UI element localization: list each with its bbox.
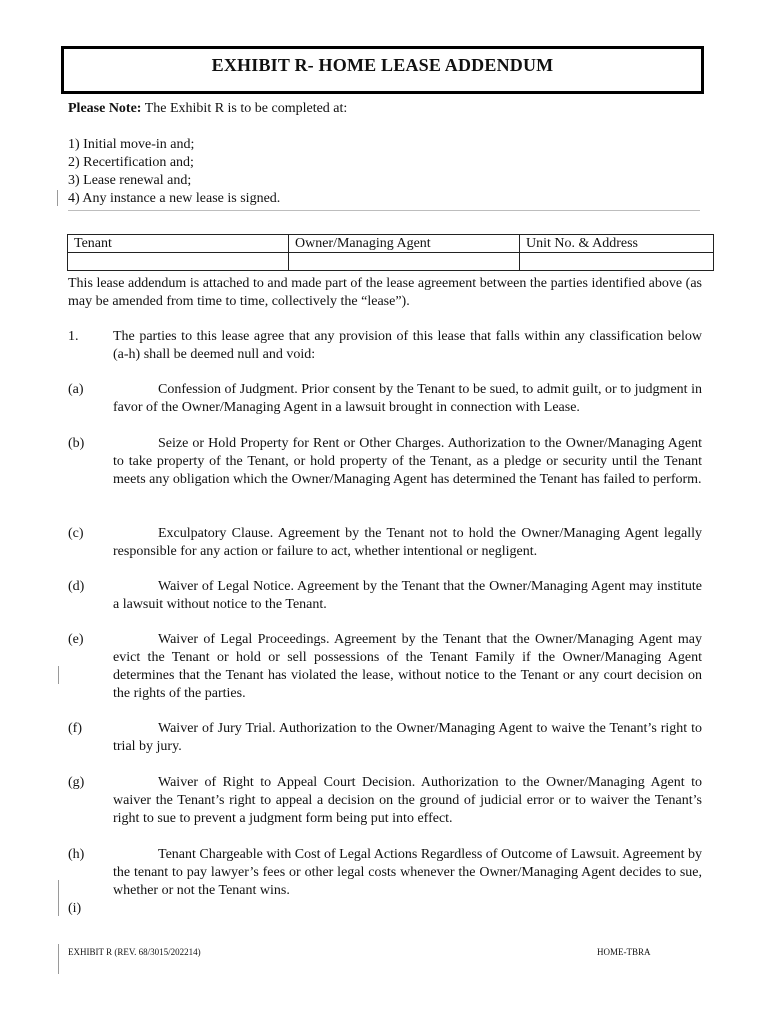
clause-label: (f)	[68, 721, 82, 736]
step-item: 2) Recertification and;	[68, 155, 194, 170]
clause-text: Confession of Judgment. Prior consent by the Tenant to be sued, to admit guilt, or to judgment in favor of the Owner/Managing Agent in a lawsuit brought in connection with Lease.	[113, 382, 702, 415]
change-bar	[57, 190, 58, 206]
intro-paragraph: This lease addendum is attached to and made part of the lease agreement between the parties identified above (as may be amended from time to time, collectively the “lease”).	[68, 276, 702, 309]
clause-label: (h)	[68, 847, 85, 862]
clause-c	[68, 525, 702, 561]
clause-label: (a)	[68, 382, 84, 397]
clause-label: (b)	[68, 436, 85, 451]
table-header-row	[68, 235, 714, 253]
note-label: Please Note:	[68, 101, 142, 116]
please-note	[68, 101, 347, 117]
tenant-header: Tenant	[68, 235, 289, 253]
clause-label: (e)	[68, 632, 84, 647]
step-item: 3) Lease renewal and;	[68, 173, 192, 188]
section-divider	[68, 210, 700, 211]
clause-e	[68, 631, 702, 703]
clause-text: Seize or Hold Property for Rent or Other Charges. Authorization to the Owner/Managing Agent to take property of the Tenant, or hold property of the Tenant, as a pledge or security until the Tenant meets any obligation which the Owner/Managing Agent has determined the Tenant has failed to perform.	[113, 436, 702, 487]
clause-label: (d)	[68, 579, 85, 594]
clause-a	[68, 381, 702, 417]
note-text: The Exhibit R is to be completed at:	[141, 101, 348, 116]
title-box	[61, 46, 704, 94]
clause-text: Waiver of Jury Trial. Authorization to the Owner/Managing Agent to waive the Tenant’s right to trial by jury.	[113, 721, 702, 754]
parties-table	[67, 234, 714, 271]
clause-text: Waiver of Right to Appeal Court Decision. Authorization to the Owner/Managing Agent to waiver the Tenant’s right to appeal a decision on the ground of judicial error or to waiver the Tenant’s right to sue to prevent a judgment form being put into effect.	[113, 775, 702, 826]
owner-agent-field[interactable]	[289, 253, 520, 271]
clause-label: (i)	[68, 901, 82, 916]
page-title: EXHIBIT R- HOME LEASE ADDENDUM	[211, 55, 554, 75]
clause-label: (c)	[68, 526, 84, 541]
clause-text: Exculpatory Clause. Agreement by the Tenant not to hold the Owner/Managing Agent legally responsible for any action or failure to act, whether intentional or negligent.	[113, 526, 702, 559]
clause-text: Tenant Chargeable with Cost of Legal Actions Regardless of Outcome of Lawsuit. Agreement by the tenant to pay lawyer’s fees or other legal costs whenever the Owner/Managing Agent decides to sue, whether or not the Tenant wins.	[113, 847, 702, 898]
owner-agent-header: Owner/Managing Agent	[289, 235, 520, 253]
clause-d	[68, 578, 702, 614]
clause-h	[68, 846, 702, 900]
change-bar	[58, 944, 59, 974]
completion-steps	[68, 136, 280, 208]
clause-text: Waiver of Legal Proceedings. Agreement by the Tenant that the Owner/Managing Agent may evict the Tenant or hold or sell possessions of the Tenant Family if the Owner/Managing Agent determines that the Tenant has violated the lease, without notice to the Tenant or any court decision on the rights of the parties.	[113, 632, 702, 701]
step-item: 4) Any instance a new lease is signed.	[68, 191, 281, 206]
change-bar	[58, 880, 59, 916]
unit-address-header: Unit No. & Address	[520, 235, 714, 253]
unit-address-field[interactable]	[520, 253, 714, 271]
clause-b	[68, 435, 702, 489]
tenant-field[interactable]	[68, 253, 289, 271]
clause-text: The parties to this lease agree that any provision of this lease that falls within any classification below (a-h) shall be deemed null and void:	[113, 329, 702, 362]
footer-program: HOME-TBRA	[597, 947, 651, 957]
step-item: 1) Initial move-in and;	[68, 137, 195, 152]
table-row	[68, 253, 714, 271]
clause-label: 1.	[68, 329, 79, 344]
clause-f	[68, 720, 702, 756]
change-bar	[58, 666, 59, 684]
clause-label: (g)	[68, 775, 85, 790]
footer-revision: EXHIBIT R (REV. 68/3015/202214)	[68, 947, 201, 957]
clause-text: Waiver of Legal Notice. Agreement by the Tenant that the Owner/Managing Agent may institute a lawsuit without notice to the Tenant.	[113, 579, 702, 612]
clause-1	[68, 328, 702, 364]
clause-g	[68, 774, 702, 828]
